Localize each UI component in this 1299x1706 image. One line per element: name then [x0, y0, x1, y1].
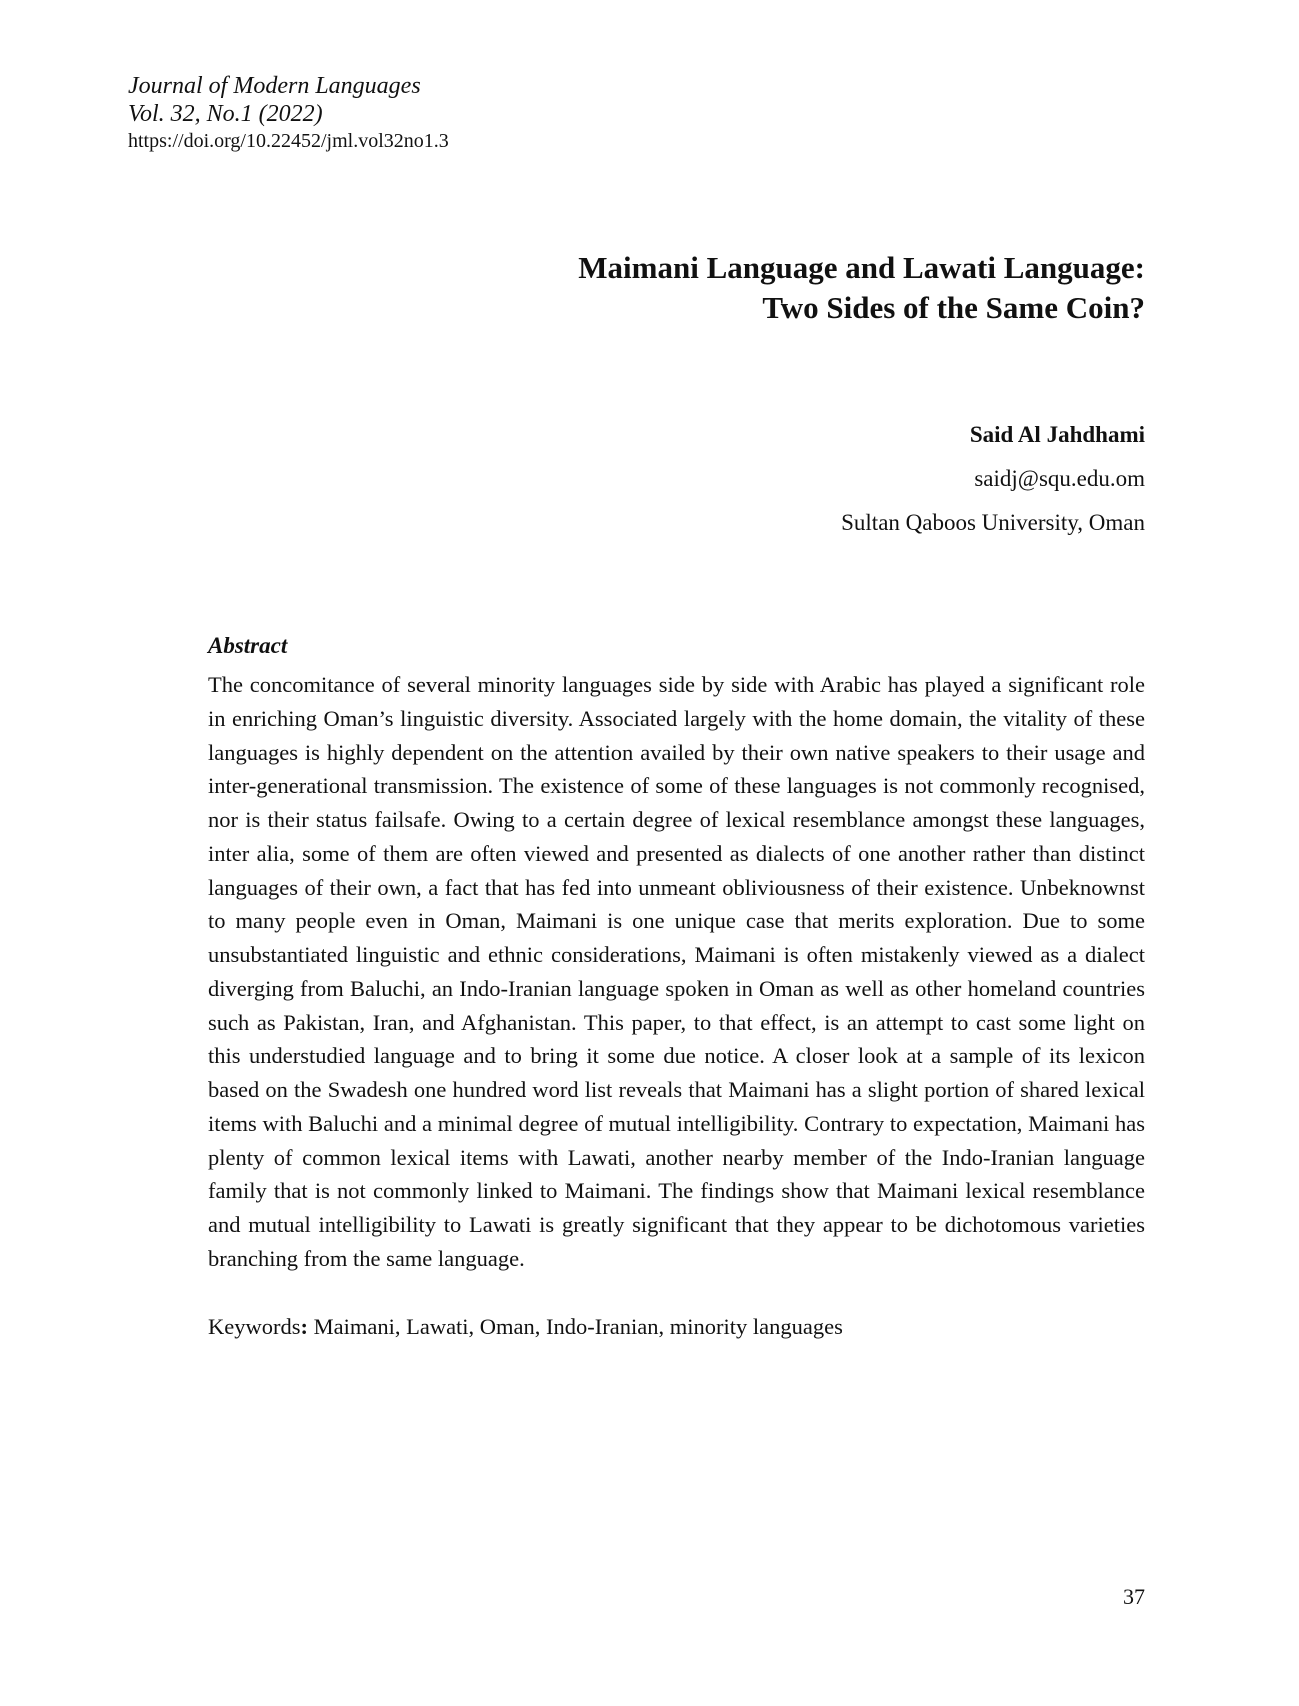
- journal-volume: Vol. 32, No.1 (2022): [128, 101, 323, 127]
- keywords-colon: :: [300, 1313, 308, 1339]
- keywords-label: Keywords: [208, 1313, 301, 1339]
- paper-title-line-1: Maimani Language and Lawati Language:: [578, 250, 1145, 285]
- author-affiliation: Sultan Qaboos University, Oman: [841, 510, 1145, 535]
- keywords-list: Maimani, Lawati, Oman, Indo-Iranian, minority languages: [307, 1313, 843, 1339]
- journal-doi-link[interactable]: https://doi.org/10.22452/jml.vol32no1.3: [128, 130, 449, 152]
- paper-title-line-2: Two Sides of the Same Coin?: [762, 290, 1145, 325]
- journal-name: Journal of Modern Languages: [128, 73, 421, 99]
- journal-header: [128, 72, 728, 154]
- abstract-heading: Abstract: [208, 633, 288, 658]
- abstract-section: [208, 632, 1145, 1342]
- author-email[interactable]: saidj@squ.edu.om: [974, 466, 1145, 491]
- author-block: [445, 420, 1145, 552]
- abstract-body: The concomitance of several minority languages side by side with Arabic has played a significant role in enriching Oman’s linguistic diversity. Associated largely with the home domain, the vitality of these languages is highly dependent on the attention availed by their own native speakers to their usage and inter-generational transmission. The existence of some of these languages is not commonly recognised, nor is their status failsafe. Owing to a certain degree of lexical resemblance amongst these languages, inter alia, some of them are often viewed and presented as dialects of one another rather than distinct languages of their own, a fact that has fed into unmeant obliviousness of their existence. Unbeknownst to many people even in Oman, Maimani is one unique case that merits exploration. Due to some unsubstantiated linguistic and ethnic considerations, Maimani is often mistakenly viewed as a dialect diverging from Baluchi, an Indo-Iranian language spoken in Oman as well as other homeland countries such as Pakistan, Iran, and Afghanistan. This paper, to that effect, is an attempt to cast some light on this understudied language and to bring it some due notice. A closer look at a sample of its lexicon based on the Swadesh one hundred word list reveals that Maimani has a slight portion of shared lexical items with Baluchi and a minimal degree of mutual intelligibility. Contrary to expectation, Maimani has plenty of common lexical items with Lawati, another nearby member of the Indo-Iranian language family that is not commonly linked to Maimani. The findings show that Maimani lexical resemblance and mutual intelligibility to Lawati is greatly significant that they appear to be dichotomous varieties branching from the same language.: [208, 672, 1145, 1271]
- page-number: 37: [1123, 1584, 1145, 1609]
- author-name: Said Al Jahdhami: [969, 422, 1145, 447]
- paper-title: [245, 248, 1145, 328]
- keywords: [208, 1312, 1145, 1342]
